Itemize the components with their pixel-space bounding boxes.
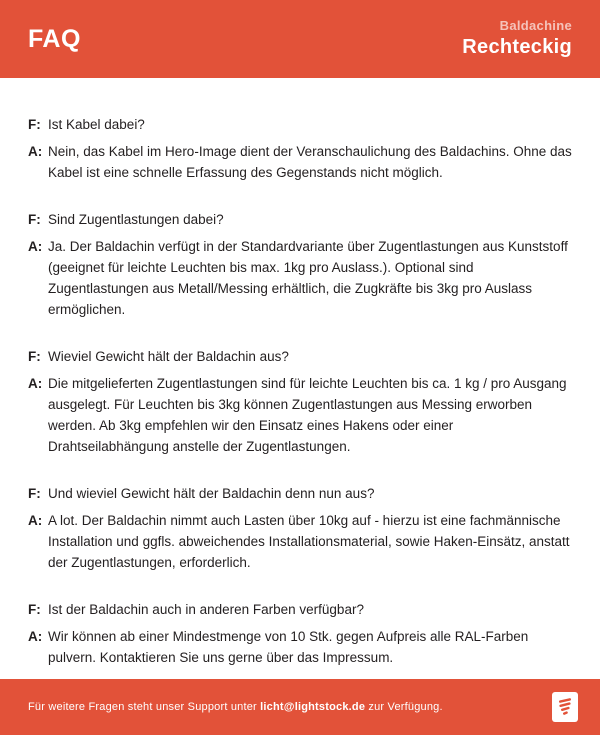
faq-item xyxy=(28,114,572,183)
header xyxy=(0,0,600,78)
product-category: Baldachine xyxy=(499,18,572,34)
product-name: Rechteckig xyxy=(462,35,572,58)
question-row xyxy=(28,483,572,504)
answer-text: Nein, das Kabel im Hero-Image dient der Veranschaulichung des Baldachins. Ohne das Kabel ist eine schnelle Erfassung des Gegenstands nicht möglich. xyxy=(48,144,572,180)
faq-item xyxy=(28,209,572,320)
support-text-after: zur Verfügung. xyxy=(365,701,443,713)
question-text: Und wieviel Gewicht hält der Baldachin denn nun aus? xyxy=(48,486,375,501)
answer-text: Wir können ab einer Mindestmenge von 10 Stk. gegen Aufpreis alle RAL-Farben pulvern. Kontaktieren Sie uns gerne über das Impressum. xyxy=(48,629,529,665)
answer-label: A: xyxy=(28,629,43,644)
lightstock-logo-icon xyxy=(552,692,578,722)
question-row xyxy=(28,346,572,367)
question-row xyxy=(28,599,572,620)
support-email-link[interactable]: licht@lightstock.de xyxy=(260,701,366,713)
faq-item xyxy=(28,483,572,573)
product-block xyxy=(462,18,572,59)
faq-item xyxy=(28,346,572,457)
question-text: Wieviel Gewicht hält der Baldachin aus? xyxy=(48,349,289,364)
answer-row xyxy=(28,626,572,668)
answer-row xyxy=(28,236,572,320)
question-label: F: xyxy=(28,486,41,501)
question-label: F: xyxy=(28,117,41,132)
answer-text: Ja. Der Baldachin verfügt in der Standardvariante über Zugentlastungen aus Kunststoff (geeignet für leichte Leuchten bis max. 1kg pro Auslass.). Optional sind Zugentlastungen aus Metall/Messing erhältlich, die Zugkräfte bis 3kg pro Auslass ermöglichen. xyxy=(48,239,568,317)
question-text: Sind Zugentlastungen dabei? xyxy=(48,212,224,227)
question-label: F: xyxy=(28,349,41,364)
answer-label: A: xyxy=(28,513,43,528)
answer-text: Die mitgelieferten Zugentlastungen sind für leichte Leuchten bis ca. 1 kg / pro Ausgang ausgelegt. Für Leuchten bis 3kg können Zugentlastungen aus Messing erworben werden. Ab 3kg empfehlen wir den Einsatz eines Hakens oder einer Drahtseilabhängung anstelle der Zugentlastungen. xyxy=(48,376,567,454)
support-text xyxy=(28,701,443,713)
question-text: Ist der Baldachin auch in anderen Farben verfügbar? xyxy=(48,602,364,617)
question-text: Ist Kabel dabei? xyxy=(48,117,145,132)
faq-item xyxy=(28,599,572,668)
footer xyxy=(0,679,600,735)
answer-row xyxy=(28,141,572,183)
question-label: F: xyxy=(28,212,41,227)
page-title: FAQ xyxy=(28,24,81,53)
answer-text: A lot. Der Baldachin nimmt auch Lasten über 10kg auf - hierzu ist eine fachmännische Installation und ggfls. abweichendes Installationsmaterial, sowie Haken-Einsätz, anstatt der Zugentlastungen, erforderlich. xyxy=(48,513,570,570)
faq-list xyxy=(0,78,600,668)
answer-label: A: xyxy=(28,376,43,391)
answer-row xyxy=(28,510,572,573)
question-label: F: xyxy=(28,602,41,617)
answer-label: A: xyxy=(28,239,43,254)
support-text-before: Für weitere Fragen steht unser Support unter xyxy=(28,701,261,713)
answer-label: A: xyxy=(28,144,43,159)
question-row xyxy=(28,114,572,135)
answer-row xyxy=(28,373,572,457)
question-row xyxy=(28,209,572,230)
